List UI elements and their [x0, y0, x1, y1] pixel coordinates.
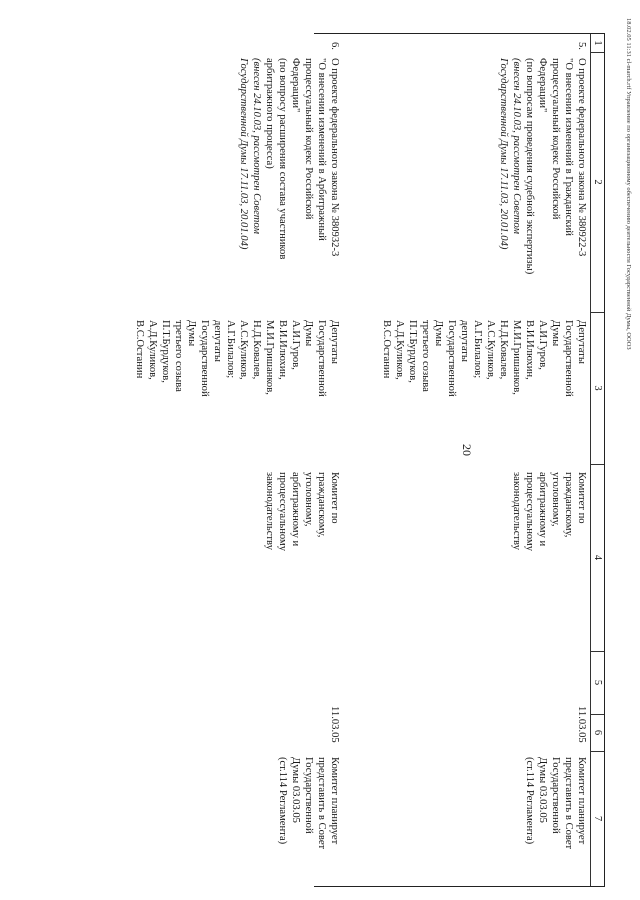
author-line: Депутаты [329, 320, 340, 364]
author-line: Государственной [563, 320, 574, 397]
author-line: третьего созыва [173, 320, 184, 392]
status-line: Комитет планирует [329, 757, 340, 845]
status-line: (ст.114 Регламента) [524, 757, 535, 845]
author-line: Государственной [446, 320, 457, 397]
status-line: Думы 03.03.05 [537, 757, 548, 823]
author-line: Н.Д.Ковалев, [498, 320, 509, 380]
status-line: Государственной [303, 757, 314, 834]
author-line: В.С.Останин [381, 320, 392, 379]
row-6-bill-title [237, 58, 341, 259]
author-line: П.Т.Бурдуков, [407, 320, 418, 383]
row-6-authors [133, 320, 341, 397]
row-5-bill-title [497, 58, 588, 274]
author-line: Думы [186, 320, 197, 347]
committee-line: уголовному, [550, 472, 561, 527]
bill-title-line: О проекте федерального закона № 380932-3 [329, 58, 340, 257]
author-line: депутаты [459, 320, 470, 362]
bill-title-line: "О внесении изменений в Гражданский [563, 58, 574, 236]
status-line: представить в Совет [316, 757, 327, 850]
author-line: А.С.Куликов, [485, 320, 496, 380]
row-6-date: 11.03.05 [329, 706, 340, 743]
bill-table [134, 33, 605, 887]
bill-title-line: (по вопросу расширения состава участников [277, 58, 288, 260]
bill-note-line: Государственной Думы 17.11.03, 20.01.04) [238, 58, 249, 250]
author-line: М.И.Гришанков, [511, 320, 522, 395]
committee-line: уголовному, [303, 472, 314, 527]
bill-note-line: (внесен 24.10.03, рассмотрен Советом [251, 58, 262, 234]
status-line: Думы 03.03.05 [290, 757, 301, 823]
author-line: А.Г.Билалов; [225, 320, 236, 379]
bill-title-line: процессуальный кодекс Российской [550, 58, 561, 220]
committee-line: Комитет по [329, 472, 340, 524]
author-line: А.С.Куликов, [238, 320, 249, 380]
row-5-number: 5. [576, 42, 587, 50]
author-line: Депутаты [576, 320, 587, 364]
author-line: Думы [433, 320, 444, 347]
header-col-6: 6 [592, 729, 603, 736]
author-line: Думы [303, 320, 314, 347]
committee-line: арбитражному и [537, 472, 548, 547]
row-6-status [276, 757, 341, 849]
status-line: Государственной [550, 757, 561, 834]
table-header-row [590, 34, 604, 886]
author-line: П.Т.Бурдуков, [160, 320, 171, 383]
committee-line: гражданскому, [316, 472, 327, 538]
row-5-date: 11.03.05 [576, 706, 587, 743]
committee-line: гражданскому, [563, 472, 574, 538]
committee-line: Комитет по [576, 472, 587, 524]
author-line: В.С.Останин [134, 320, 145, 379]
author-line: В.И.Илюхин, [524, 320, 535, 380]
header-col-7: 7 [592, 815, 603, 822]
author-line: А.И.Гуров, [537, 320, 548, 370]
author-line: В.И.Илюхин, [277, 320, 288, 380]
row-5-committee [510, 472, 588, 551]
bill-note-line: (внесен 24.10.03, рассмотрен Советом [511, 58, 522, 234]
bill-title-line: Федерации" [290, 58, 301, 113]
row-5-authors [380, 320, 588, 397]
author-line: Н.Д.Ковалев, [251, 320, 262, 380]
committee-line: процессуальному [277, 472, 288, 551]
bill-title-line: "О внесении изменений в Арбитражный [316, 58, 327, 241]
bill-title-line: (по вопросам проведения судебной экспертизы) [524, 58, 535, 275]
author-line: А.Д.Куликов, [394, 320, 405, 380]
header-col-1: 1 [592, 40, 603, 46]
row-6-number: 6. [329, 42, 340, 50]
bill-title-line: О проекте федерального закона № 380922-3 [576, 58, 587, 257]
author-line: третьего созыва [420, 320, 431, 392]
author-line: А.Г.Билалов; [472, 320, 483, 379]
author-line: Государственной [199, 320, 210, 397]
author-line: Государственной [316, 320, 327, 397]
header-col-4: 4 [592, 554, 603, 561]
status-line: Комитет планирует [576, 757, 587, 845]
page-number: 20 [460, 444, 474, 456]
header-col-3: 3 [592, 385, 603, 391]
bill-note-line: Государственной Думы 17.11.03, 20.01.04) [498, 58, 509, 250]
bill-title-line: арбитражного процесса) [264, 58, 275, 169]
footer-note: 18.02.05 11:31 cl-march.rtf Управление по организационному обеспечению деятельности Государственной Думы, ООО3 [625, 18, 632, 350]
bill-title-line: процессуальный кодекс Российской [303, 58, 314, 220]
status-line: (ст.114 Регламента) [277, 757, 288, 845]
header-col-5: 5 [592, 679, 603, 686]
author-line: Думы [550, 320, 561, 347]
committee-line: законодательству [264, 472, 275, 550]
author-line: А.Д.Куликов, [147, 320, 158, 380]
row-6-committee [263, 472, 341, 551]
author-line: депутаты [212, 320, 223, 362]
row-5-status [523, 757, 588, 849]
bill-title-line: Федерации" [537, 58, 548, 113]
committee-line: законодательству [511, 472, 522, 550]
committee-line: процессуальному [524, 472, 535, 551]
author-line: А.И.Гуров, [290, 320, 301, 370]
author-line: М.И.Гришанков, [264, 320, 275, 395]
header-col-2: 2 [592, 179, 603, 185]
committee-line: арбитражному и [290, 472, 301, 547]
status-line: представить в Совет [563, 757, 574, 850]
